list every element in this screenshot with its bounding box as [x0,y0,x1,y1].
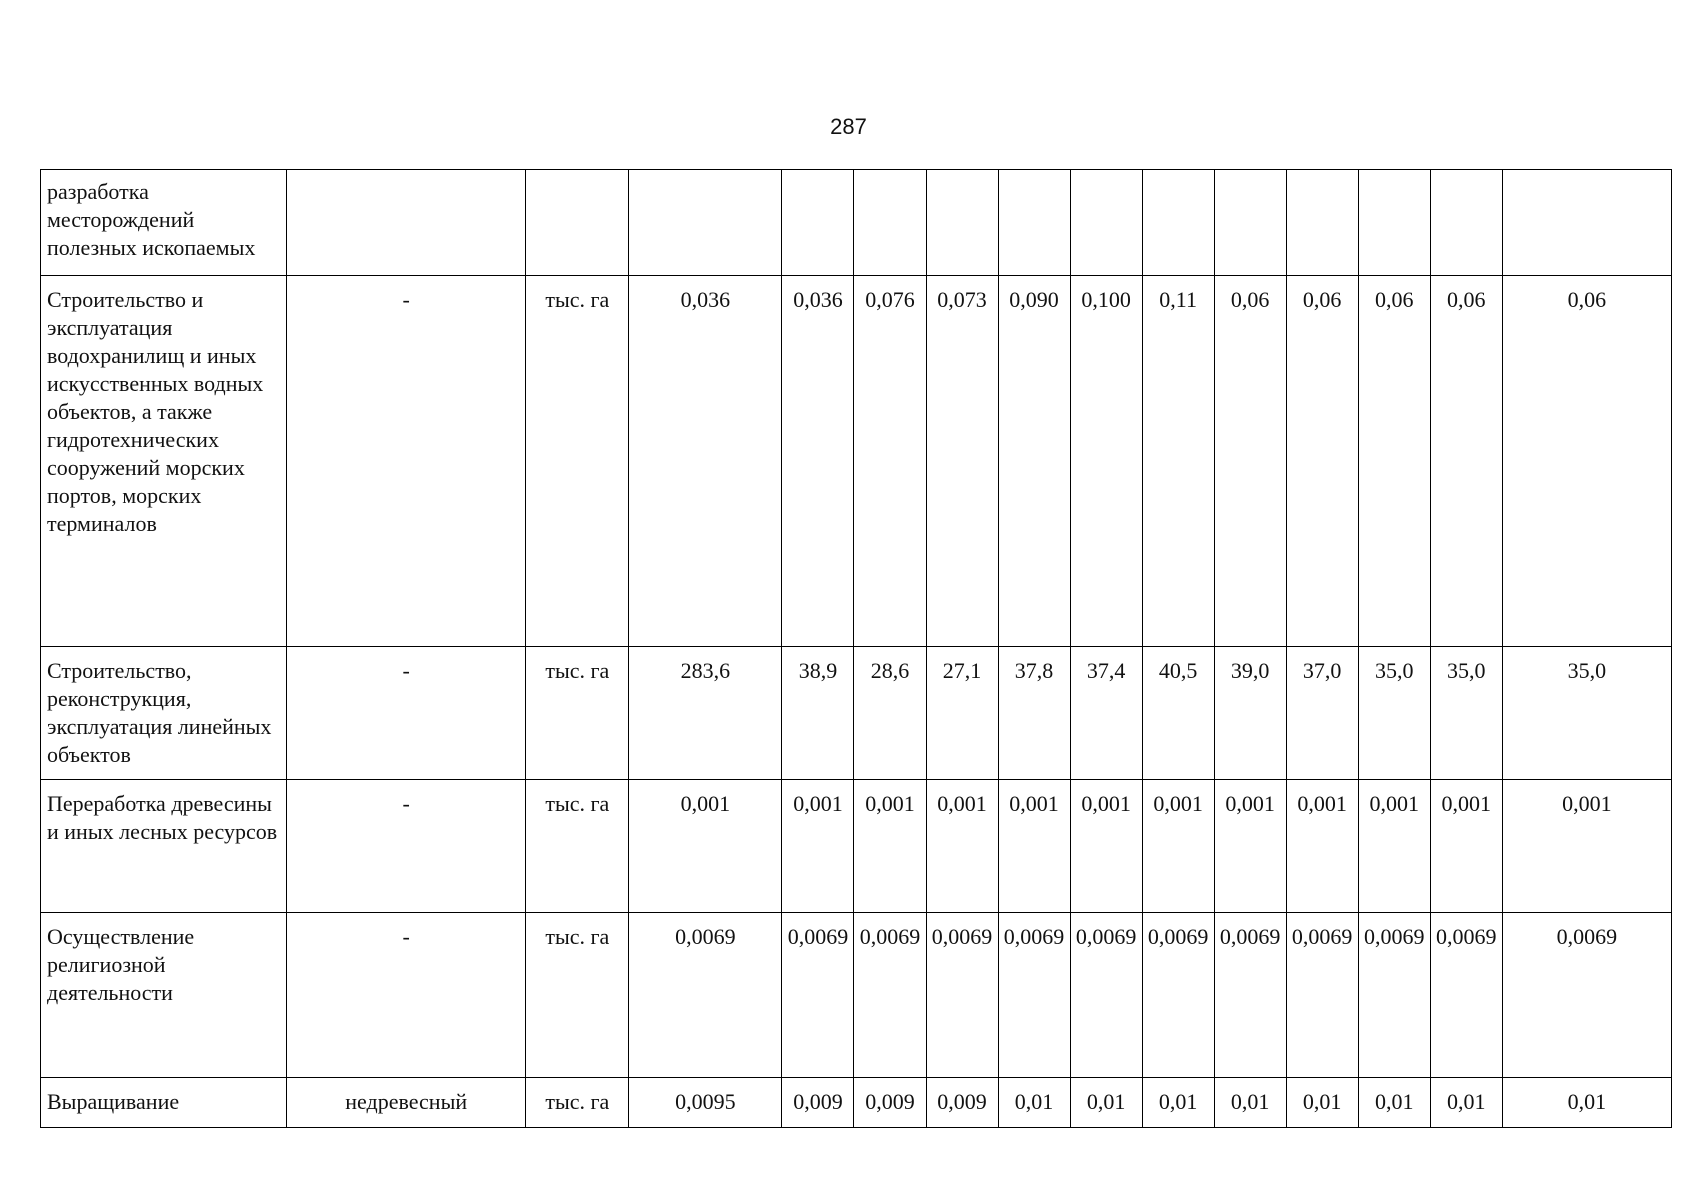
unit-cell: тыс. га [526,1078,629,1128]
year-value-cell: 0,01 [1286,1078,1358,1128]
year-value-cell: 0,009 [926,1078,998,1128]
year-value-cell [1142,170,1214,276]
final-value-cell: 0,0069 [1502,913,1671,1078]
year-value-cell: 0,090 [998,276,1070,647]
year-value-cell [1070,170,1142,276]
total-value-cell: 0,0095 [629,1078,782,1128]
year-value-cell: 0,0069 [998,913,1070,1078]
year-value-cell: 0,001 [998,780,1070,913]
final-value-cell: 0,01 [1502,1078,1671,1128]
activity-name-cell: разработка месторождений полезных ископаемых [41,170,287,276]
year-value-cell: 0,073 [926,276,998,647]
year-value-cell: 0,01 [998,1078,1070,1128]
year-value-cell [1286,170,1358,276]
year-value-cell: 0,001 [1214,780,1286,913]
resource-type-cell: - [287,780,526,913]
year-value-cell: 0,0069 [1142,913,1214,1078]
unit-cell: тыс. га [526,647,629,780]
year-value-cell: 39,0 [1214,647,1286,780]
year-value-cell [1214,170,1286,276]
year-value-cell: 0,06 [1214,276,1286,647]
year-value-cell: 0,009 [854,1078,926,1128]
unit-cell [526,170,629,276]
year-value-cell: 0,0069 [1286,913,1358,1078]
year-value-cell [926,170,998,276]
year-value-cell: 0,11 [1142,276,1214,647]
resource-type-cell: недревесный [287,1078,526,1128]
year-value-cell: 0,001 [1070,780,1142,913]
year-value-cell: 28,6 [854,647,926,780]
table-row [41,1078,1672,1128]
year-value-cell: 0,001 [854,780,926,913]
year-value-cell: 0,01 [1070,1078,1142,1128]
total-value-cell: 0,036 [629,276,782,647]
resource-type-cell: - [287,276,526,647]
total-value-cell: 283,6 [629,647,782,780]
table-row [41,913,1672,1078]
year-value-cell [782,170,854,276]
activity-name-cell: Осуществление религиозной деятельности [41,913,287,1078]
year-value-cell: 0,001 [782,780,854,913]
year-value-cell: 0,0069 [1070,913,1142,1078]
activity-name-cell: Строительство, реконструкция, эксплуатация линейных объектов [41,647,287,780]
year-value-cell: 0,0069 [854,913,926,1078]
year-value-cell: 0,009 [782,1078,854,1128]
final-value-cell: 0,06 [1502,276,1671,647]
total-value-cell: 0,0069 [629,913,782,1078]
data-table [40,169,1672,1128]
final-value-cell: 0,001 [1502,780,1671,913]
year-value-cell: 0,001 [926,780,998,913]
year-value-cell: 0,001 [1142,780,1214,913]
final-value-cell: 35,0 [1502,647,1671,780]
year-value-cell: 0,100 [1070,276,1142,647]
year-value-cell: 40,5 [1142,647,1214,780]
table-row [41,170,1672,276]
year-value-cell: 0,001 [1358,780,1430,913]
year-value-cell: 0,01 [1430,1078,1502,1128]
unit-cell: тыс. га [526,780,629,913]
year-value-cell: 0,001 [1430,780,1502,913]
table-row [41,647,1672,780]
year-value-cell: 27,1 [926,647,998,780]
year-value-cell [998,170,1070,276]
unit-cell: тыс. га [526,913,629,1078]
activity-name-cell: Переработка древесины и иных лесных ресурсов [41,780,287,913]
resource-type-cell [287,170,526,276]
year-value-cell: 38,9 [782,647,854,780]
year-value-cell: 0,06 [1358,276,1430,647]
total-value-cell [629,170,782,276]
year-value-cell: 37,4 [1070,647,1142,780]
year-value-cell: 0,001 [1286,780,1358,913]
resource-type-cell: - [287,913,526,1078]
year-value-cell: 0,06 [1430,276,1502,647]
year-value-cell: 0,0069 [926,913,998,1078]
year-value-cell: 35,0 [1430,647,1502,780]
year-value-cell [1358,170,1430,276]
year-value-cell: 37,8 [998,647,1070,780]
year-value-cell: 0,01 [1214,1078,1286,1128]
year-value-cell: 37,0 [1286,647,1358,780]
year-value-cell [854,170,926,276]
unit-cell: тыс. га [526,276,629,647]
activity-name-cell: Выращивание [41,1078,287,1128]
table-row [41,780,1672,913]
year-value-cell: 0,0069 [1430,913,1502,1078]
activity-name-cell: Строительство и эксплуатация водохранилищ и иных искусственных водных объектов, а также гидротехнических сооружений морских портов, морских терминалов [41,276,287,647]
final-value-cell [1502,170,1671,276]
year-value-cell: 35,0 [1358,647,1430,780]
page-number: 287 [830,114,867,139]
year-value-cell: 0,01 [1142,1078,1214,1128]
year-value-cell: 0,06 [1286,276,1358,647]
table-row [41,276,1672,647]
year-value-cell: 0,0069 [1214,913,1286,1078]
total-value-cell: 0,001 [629,780,782,913]
year-value-cell: 0,01 [1358,1078,1430,1128]
year-value-cell: 0,036 [782,276,854,647]
year-value-cell: 0,0069 [1358,913,1430,1078]
resource-type-cell: - [287,647,526,780]
year-value-cell: 0,0069 [782,913,854,1078]
year-value-cell [1430,170,1502,276]
year-value-cell: 0,076 [854,276,926,647]
